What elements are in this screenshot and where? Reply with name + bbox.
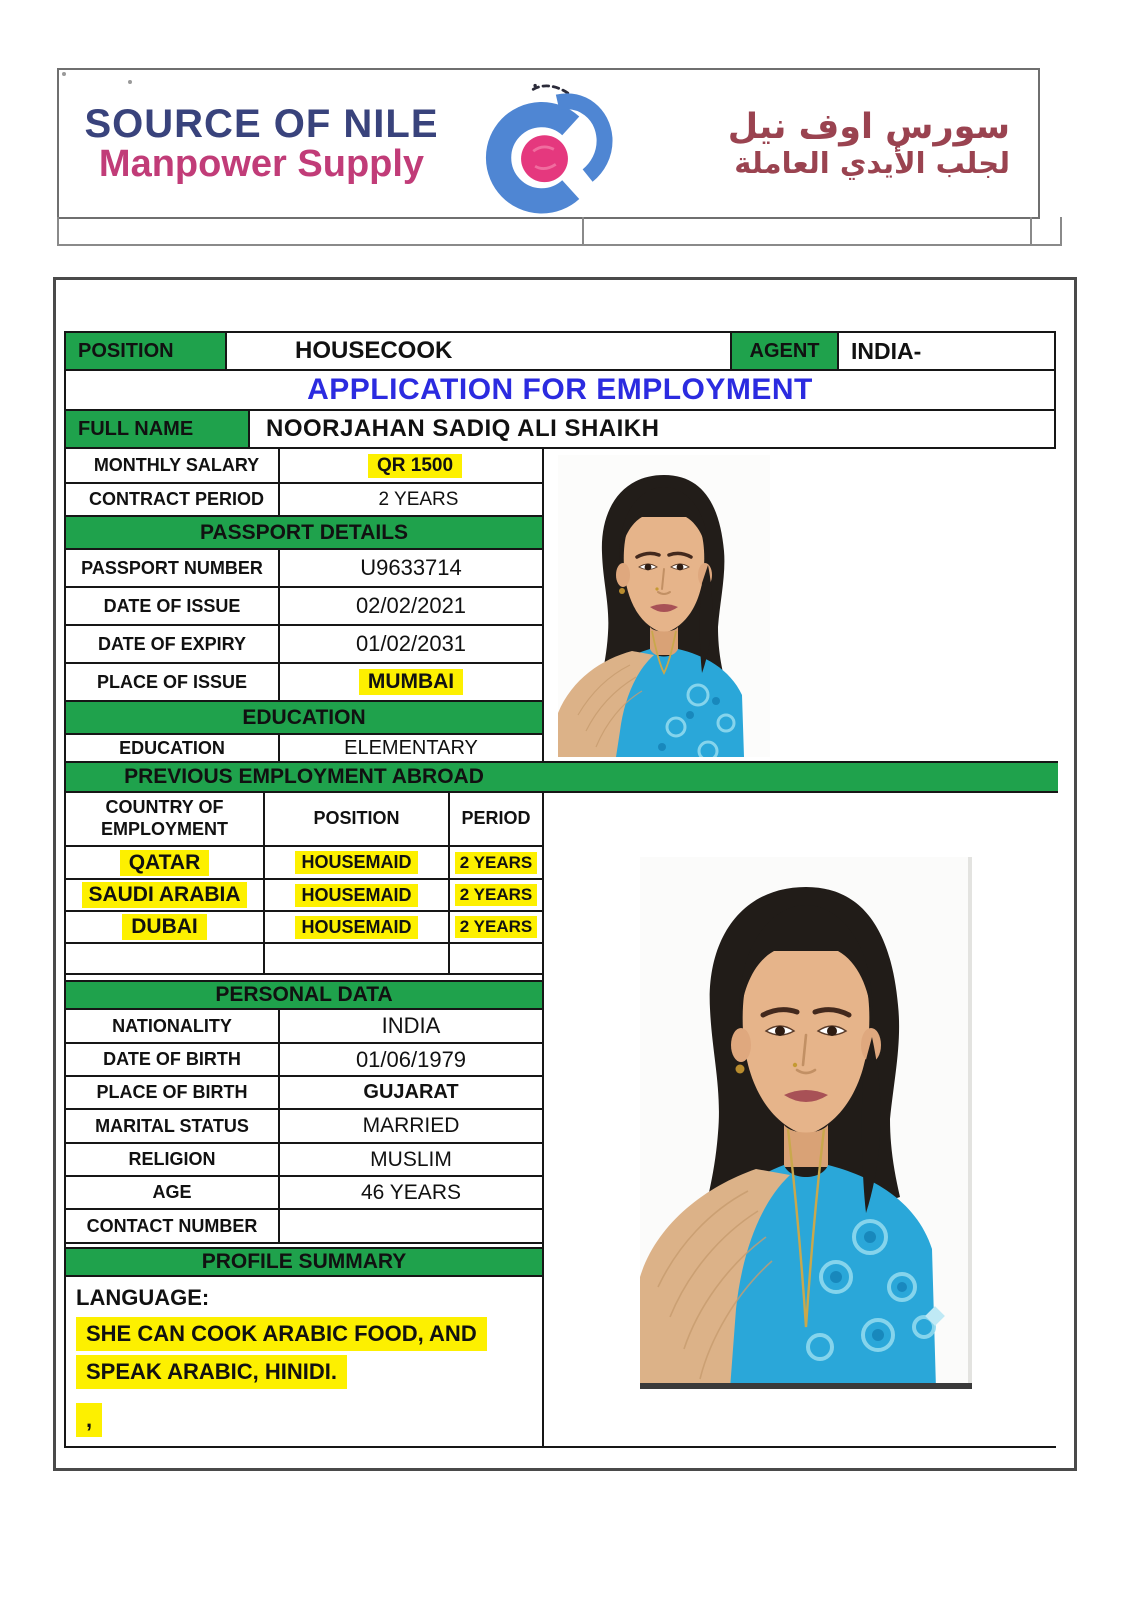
employment-period	[450, 880, 542, 910]
full-name-value: NOORJAHAN SADIQ ALI SHAIKH	[266, 415, 660, 442]
employment-period	[450, 847, 542, 878]
company-name-en: SOURCE OF NILE	[84, 101, 439, 146]
employment-country-text: DUBAI	[122, 914, 207, 940]
applicant-photo-small	[558, 455, 770, 757]
form-title-row	[66, 371, 1054, 411]
profile-highlight-text: SPEAK ARABIC, HINIDI.	[76, 1355, 347, 1389]
employment-period	[450, 912, 542, 942]
company-tagline-en: Manpower Supply	[98, 142, 425, 185]
religion-label: RELIGION	[66, 1144, 280, 1175]
profile-highlight-line	[76, 1403, 542, 1437]
date-of-issue-value: 02/02/2021	[355, 593, 467, 618]
contact-number-value	[280, 1210, 542, 1242]
applicant-photo-large-cell	[542, 793, 1058, 1446]
profile-summary-header	[66, 1247, 542, 1277]
nationality-row	[66, 1010, 542, 1044]
company-letterhead	[57, 68, 1040, 219]
agent-label: AGENT	[732, 333, 839, 369]
monthly-salary-value	[280, 449, 542, 482]
employment-period	[450, 944, 542, 973]
contract-period-row	[66, 484, 542, 517]
date-of-birth-label: DATE OF BIRTH	[66, 1044, 280, 1075]
contract-period-value: 2 YEARS	[378, 488, 459, 510]
employment-col-period: PERIOD	[461, 808, 531, 829]
date-of-expiry-label: DATE OF EXPIRY	[66, 626, 280, 662]
employment-country	[66, 847, 265, 878]
education-header-text: EDUCATION	[242, 705, 366, 729]
profile-summary-header-text: PROFILE SUMMARY	[201, 1250, 407, 1273]
religion-value: MUSLIM	[370, 1147, 452, 1171]
full-name-label: FULL NAME	[66, 411, 250, 447]
position-agent-row	[66, 333, 1054, 371]
employment-period-text: 2 YEARS	[455, 852, 537, 874]
place-of-issue-row	[66, 664, 542, 702]
contract-period-label: CONTRACT PERIOD	[66, 484, 280, 515]
left-column-upper	[66, 449, 542, 763]
passport-number-row	[66, 550, 542, 588]
age-row	[66, 1177, 542, 1210]
employment-country	[66, 912, 265, 942]
profile-summary-body	[66, 1277, 542, 1441]
place-of-birth-label: PLACE OF BIRTH	[66, 1077, 280, 1108]
education-row	[66, 735, 542, 763]
employment-row-empty	[66, 944, 542, 975]
marital-status-label: MARITAL STATUS	[66, 1110, 280, 1142]
applicant-photo-large	[640, 857, 972, 1389]
employment-table-header	[66, 793, 542, 847]
passport-number-value: U9633714	[360, 555, 462, 580]
profile-highlight-line	[76, 1317, 542, 1351]
company-logo-icon	[464, 70, 639, 217]
employment-period-text: 2 YEARS	[455, 884, 537, 906]
monthly-salary-row	[66, 449, 542, 484]
employment-country	[66, 880, 265, 910]
previous-employment-header-text: PREVIOUS EMPLOYMENT ABROAD	[124, 765, 484, 788]
employment-position	[265, 912, 450, 942]
previous-employment-header	[66, 763, 1058, 793]
employment-position	[265, 847, 450, 878]
strip-divider	[582, 217, 584, 244]
employment-position-text: HOUSEMAID	[295, 884, 417, 907]
employment-row	[66, 912, 542, 944]
applicant-photo-small-cell	[542, 449, 1058, 763]
position-label: POSITION	[66, 333, 227, 369]
employment-position-text: HOUSEMAID	[295, 851, 417, 874]
date-of-birth-value: 01/06/1979	[355, 1046, 467, 1072]
monthly-salary-label: MONTHLY SALARY	[66, 449, 280, 482]
place-of-issue-value	[280, 664, 542, 700]
profile-highlight-text: ,	[76, 1403, 102, 1437]
left-column-lower	[66, 793, 542, 1441]
company-tagline-ar: لجلب الأيدي العاملة	[734, 145, 1010, 180]
company-brand-english	[59, 103, 464, 185]
employment-position	[265, 944, 450, 973]
employment-period-text: 2 YEARS	[455, 916, 537, 938]
place-of-birth-row	[66, 1077, 542, 1110]
education-header	[66, 702, 542, 735]
marital-status-value: MARRIED	[362, 1114, 460, 1137]
passport-details-header	[66, 517, 542, 550]
profile-highlight-text: SHE CAN COOK ARABIC FOOD, AND	[76, 1317, 487, 1351]
contact-number-row	[66, 1210, 542, 1244]
education-value: ELEMENTARY	[344, 736, 478, 759]
employment-country-text: SAUDI ARABIA	[82, 882, 246, 908]
contact-number-label: CONTACT NUMBER	[66, 1210, 280, 1242]
marital-status-row	[66, 1110, 542, 1144]
employment-col-position: POSITION	[265, 793, 450, 845]
nationality-label: NATIONALITY	[66, 1010, 280, 1042]
employment-row	[66, 847, 542, 880]
religion-row	[66, 1144, 542, 1177]
nationality-value: INDIA	[381, 1013, 441, 1038]
date-of-issue-row	[66, 588, 542, 626]
strip-divider	[1030, 217, 1032, 244]
date-of-birth-row	[66, 1044, 542, 1077]
position-value: HOUSECOOK	[227, 333, 732, 369]
passport-details-header-text: PASSPORT DETAILS	[199, 520, 409, 544]
education-label: EDUCATION	[66, 735, 280, 761]
full-name-row	[66, 411, 1054, 449]
date-of-issue-label: DATE OF ISSUE	[66, 588, 280, 624]
letterhead-bottom-strip	[57, 217, 1062, 246]
place-of-issue-highlight: MUMBAI	[359, 669, 463, 695]
age-label: AGE	[66, 1177, 280, 1208]
application-form-table	[64, 331, 1056, 1448]
date-of-expiry-row	[66, 626, 542, 664]
language-label: LANGUAGE:	[76, 1285, 210, 1310]
age-value: 46 YEARS	[360, 1180, 461, 1204]
employment-country-text: QATAR	[120, 850, 210, 876]
company-brand-arabic	[639, 107, 1038, 181]
profile-highlight-line	[76, 1355, 542, 1389]
personal-data-header	[66, 980, 542, 1010]
form-title: APPLICATION FOR EMPLOYMENT	[307, 373, 813, 406]
company-name-ar: سورس اوف نيل	[727, 106, 1010, 147]
monthly-salary-highlight: QR 1500	[368, 454, 462, 478]
employment-country	[66, 944, 265, 973]
agent-value: INDIA-	[851, 337, 922, 364]
place-of-issue-label: PLACE OF ISSUE	[66, 664, 280, 700]
passport-number-label: PASSPORT NUMBER	[66, 550, 280, 586]
employment-col-country: COUNTRY OF EMPLOYMENT	[66, 793, 265, 845]
place-of-birth-value: GUJARAT	[363, 1081, 459, 1103]
employment-position-text: HOUSEMAID	[295, 916, 417, 939]
employment-row	[66, 880, 542, 912]
date-of-expiry-value: 01/02/2031	[355, 631, 467, 656]
employment-position	[265, 880, 450, 910]
personal-data-header-text: PERSONAL DATA	[215, 983, 393, 1006]
